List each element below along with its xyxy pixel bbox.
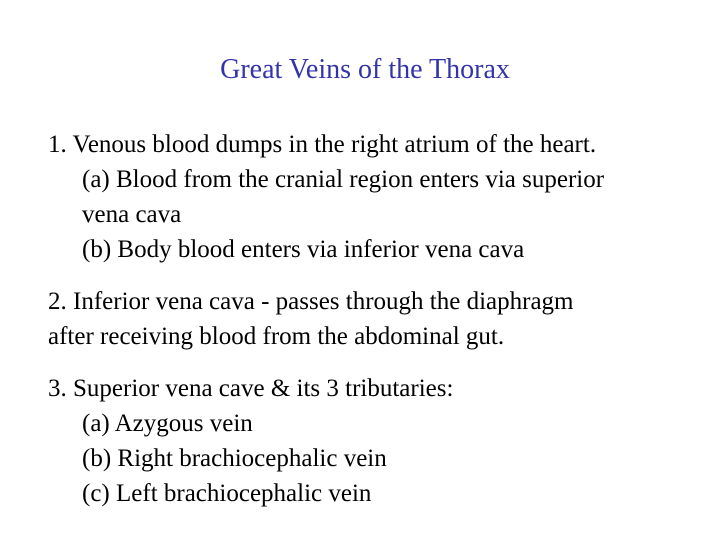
point-3-sub-b: (b) Right brachiocephalic vein [82,445,387,472]
point-3-sub-a: (a) Azygous vein [82,410,253,437]
point-2 [48,284,708,354]
point-1-sub-b: (b) Body blood enters via inferior vena cava [82,236,525,263]
point-1-sub-a-line-1: (a) Blood from the cranial region enters via superior [82,166,605,193]
slide-title: Great Veins of the Thorax [220,54,510,85]
point-1-main: 1. Venous blood dumps in the right atrium of the heart. [48,131,597,158]
point-2-line-1: 2. Inferior vena cava - passes through the diaphragm [48,288,574,315]
point-1 [48,127,708,267]
point-3-main: 3. Superior vena cave & its 3 tributaries: [48,375,454,402]
slide-body [48,127,708,511]
spacer [48,354,708,371]
spacer [48,267,708,284]
point-3-sub-c: (c) Left brachiocephalic vein [82,480,372,507]
point-3 [48,371,708,511]
point-1-sub-a-line-2: vena cava [82,201,182,228]
point-2-line-2: after receiving blood from the abdominal gut. [48,323,505,350]
